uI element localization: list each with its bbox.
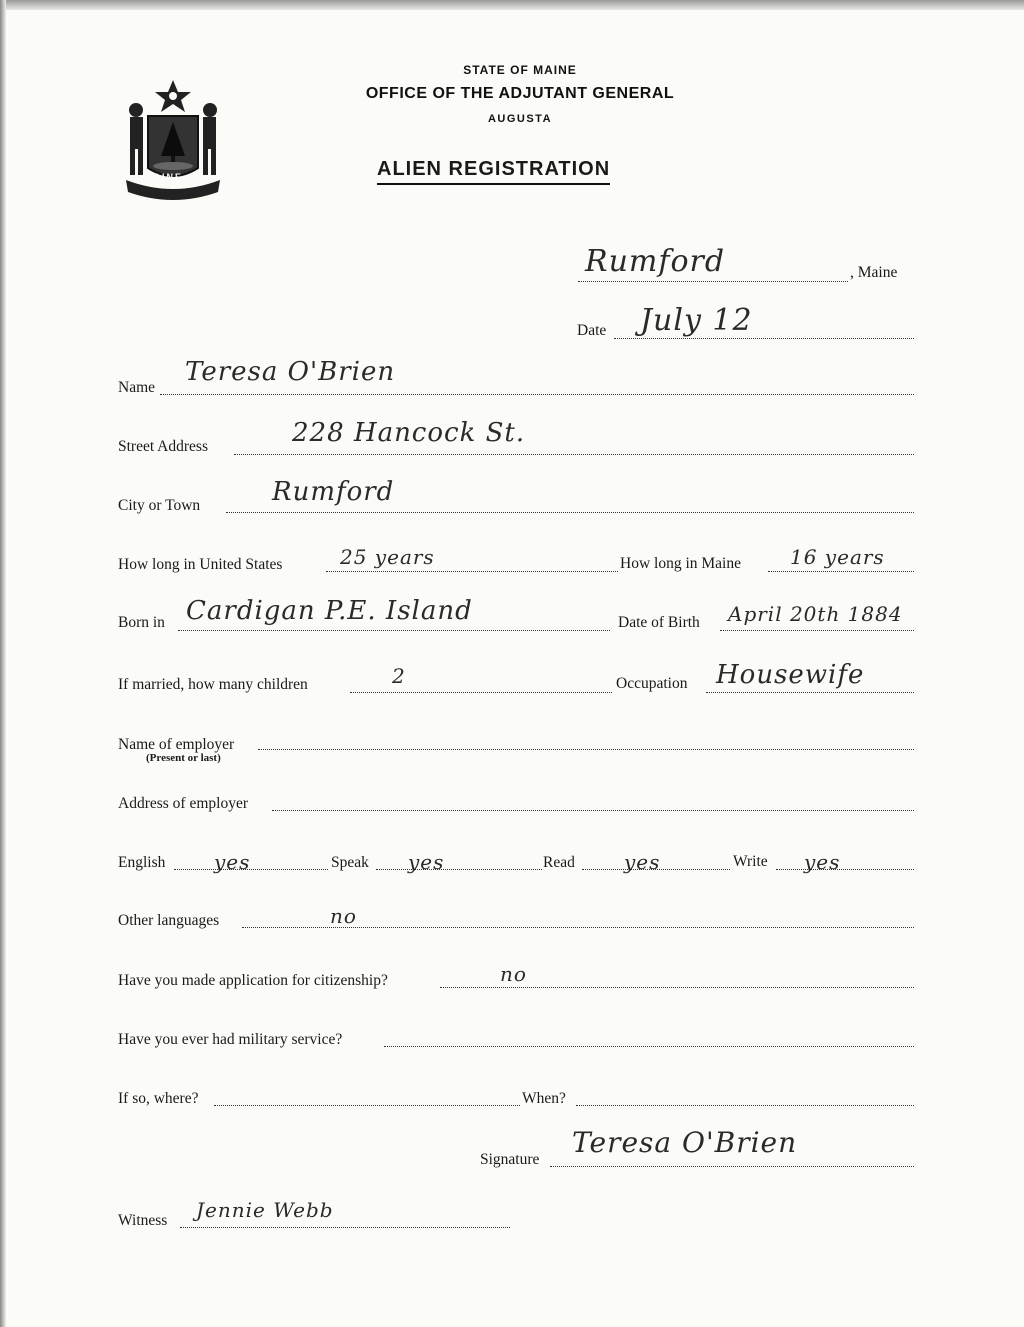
- read-label: Read: [543, 854, 575, 871]
- signature-line: [550, 1166, 914, 1167]
- how-long-maine-entry: 16 years: [790, 545, 885, 569]
- children-label: If married, how many children: [118, 676, 308, 693]
- military-line: [384, 1046, 914, 1047]
- witness-entry: Jennie Webb: [196, 1198, 334, 1222]
- dob-line: [720, 630, 914, 631]
- citizenship-line: [440, 987, 914, 988]
- when-line: [576, 1105, 914, 1106]
- write-label: Write: [733, 853, 768, 870]
- town-line: [578, 281, 848, 282]
- signature-entry: Teresa O'Brien: [572, 1126, 798, 1159]
- read-entry: yes: [624, 850, 661, 874]
- children-entry: 2: [392, 664, 406, 688]
- born-in-line: [178, 630, 610, 631]
- english-line: [174, 869, 328, 870]
- occupation-label: Occupation: [616, 675, 688, 692]
- city-entry: Rumford: [272, 477, 395, 507]
- where-line: [214, 1105, 520, 1106]
- how-long-us-line: [326, 571, 618, 572]
- maine-label: , Maine: [850, 264, 898, 281]
- page-title: ALIEN REGISTRATION: [377, 158, 610, 185]
- signature-label: Signature: [480, 1151, 540, 1168]
- speak-label: Speak: [331, 854, 369, 871]
- employer-line: [258, 749, 914, 750]
- how-long-us-entry: 25 years: [340, 545, 435, 569]
- write-entry: yes: [804, 850, 841, 874]
- date-line: [614, 338, 914, 339]
- english-label: English: [118, 854, 166, 871]
- date-entry: July 12: [640, 303, 753, 338]
- military-label: Have you ever had military service?: [118, 1031, 343, 1048]
- occupation-entry: Housewife: [716, 660, 865, 690]
- street-label: Street Address: [118, 438, 208, 455]
- date-label: Date: [577, 322, 607, 339]
- employer-label: Name of employer: [118, 736, 235, 753]
- children-line: [350, 692, 612, 693]
- street-line: [234, 454, 914, 455]
- how-long-maine-label: How long in Maine: [620, 555, 741, 572]
- write-line: [776, 869, 914, 870]
- name-entry: Teresa O'Brien: [185, 357, 396, 387]
- citizenship-entry: no: [500, 962, 527, 986]
- witness-line: [180, 1227, 510, 1228]
- employer-note: (Present or last): [146, 752, 221, 764]
- city-label: City or Town: [118, 497, 201, 514]
- header-city: AUGUSTA: [487, 113, 553, 125]
- dob-label: Date of Birth: [618, 614, 700, 631]
- maine-seal-icon: [118, 76, 228, 201]
- where-label: If so, where?: [118, 1090, 199, 1107]
- city-line: [226, 512, 914, 513]
- seal-banner-text: MAINE: [144, 172, 183, 182]
- street-entry: 228 Hancock St.: [292, 418, 526, 448]
- when-label: When?: [522, 1090, 566, 1107]
- scan-edge-top: [0, 0, 1024, 10]
- header-state: STATE OF MAINE: [463, 63, 577, 77]
- born-in-entry: Cardigan P.E. Island: [186, 596, 473, 626]
- speak-entry: yes: [408, 850, 445, 874]
- town-entry: Rumford: [585, 244, 726, 279]
- how-long-maine-line: [768, 571, 914, 572]
- dob-entry: April 20th 1884: [728, 602, 903, 626]
- employer-address-line: [272, 810, 914, 811]
- citizenship-label: Have you made application for citizenship?: [118, 972, 388, 989]
- scan-edge-left: [0, 0, 6, 1327]
- english-entry: yes: [214, 850, 251, 874]
- name-label: Name: [118, 379, 156, 396]
- born-in-label: Born in: [118, 614, 165, 631]
- name-line: [160, 394, 914, 395]
- how-long-us-label: How long in United States: [118, 556, 283, 573]
- witness-label: Witness: [118, 1212, 168, 1229]
- header-office: OFFICE OF THE ADJUTANT GENERAL: [365, 85, 675, 102]
- other-languages-label: Other languages: [118, 912, 220, 929]
- occupation-line: [706, 692, 914, 693]
- employer-address-label: Address of employer: [118, 795, 248, 812]
- other-languages-entry: no: [330, 904, 357, 928]
- speak-line: [376, 869, 542, 870]
